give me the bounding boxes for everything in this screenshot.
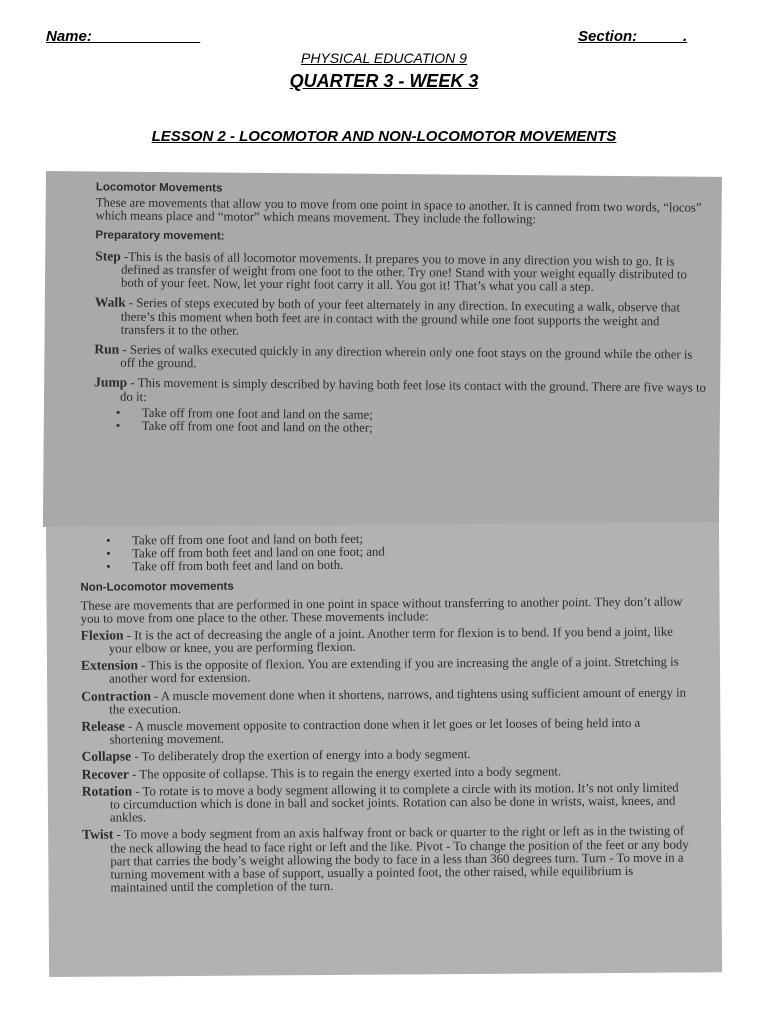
term-label: Contraction: [81, 687, 151, 704]
term-text: - A muscle movement opposite to contraction done when it let goes or let looses of being held into a shortening movement.: [109, 715, 641, 747]
term-label: Release: [81, 718, 125, 734]
walk-text: - Series of steps executed by both of your feet alternately in any direction. In executing a walk, observe that there’s this moment when both feet are in contact with the ground while one foot supports the weight and transfers it to the other.: [120, 296, 680, 338]
jump-term: Jump: [94, 374, 128, 391]
term-text: - The opposite of collapse. This is to regain the energy exerted into a body segment.: [128, 764, 562, 782]
scanned-page-locomotor: [43, 171, 722, 533]
list-item: • Take off from one foot and land on the other;: [142, 420, 706, 438]
list-item: • Take off from one foot and land on the same;: [142, 407, 706, 425]
step-term: Step: [95, 248, 121, 264]
term-label: Flexion: [80, 627, 124, 643]
term-text: - To move a body segment from an axis halfway front or back or quarter to the right or left as in the twisting of the neck allowing the head to face right or left and the like. Pivot - To change the position of the feet or any body part that carries the body’s weight allowing the body to face in a less than 360 degrees turn. Turn - To move in a turning movement with a base of support, usually a pointed foot, the other raised, while equilibrium is maintained until the completion of the turn.: [110, 824, 689, 895]
lesson-title: LESSON 2 - LOCOMOTOR AND NON-LOCOMOTOR MOVEMENTS: [151, 128, 617, 145]
name-field-label: Name:: [46, 28, 201, 45]
scanned-page-non-locomotor: [46, 522, 722, 977]
term-text: - It is the act of decreasing the angle of a joint. Another term for flexion is to bend. If you bend a joint, like your elbow or knee, you are performing flexion.: [108, 624, 673, 656]
term-text: - A muscle movement done when it shortens, narrows, and tightens using sufficient amount of energy in the execution.: [109, 685, 687, 717]
term-label: Collapse: [81, 748, 132, 765]
locomotor-intro: These are movements that allow you to move from one point in space to another. It is canned from two words, “locos” which means place and “motor” which means movement. They include the following:: [95, 195, 702, 227]
jump-text: - This movement is simply described by having both feet lose its contact with the ground. There are five ways to do it:: [119, 376, 707, 404]
term-label: Twist: [82, 826, 114, 843]
subject-title: PHYSICAL EDUCATION 9: [301, 50, 467, 66]
term-label: Extension: [80, 657, 139, 673]
preparatory-heading: Preparatory movement:: [95, 229, 225, 243]
release-definition: [81, 716, 690, 748]
twist-definition: [82, 824, 691, 895]
step-definition: [95, 249, 707, 295]
walk-definition: [95, 296, 707, 342]
term-label: Recover: [81, 766, 129, 782]
run-term: Run: [94, 341, 120, 357]
jump-ways-list-part2: [80, 531, 689, 574]
list-item: • Take off from both feet and land on both.: [132, 557, 689, 574]
run-definition: [94, 342, 706, 375]
jump-ways-list-part1: [94, 406, 706, 437]
term-text: - To deliberately drop the exertion of energy into a body segment.: [131, 747, 471, 764]
flexion-definition: [81, 624, 690, 656]
walk-term: Walk: [94, 294, 126, 311]
jump-definition: [94, 376, 706, 409]
non-locomotor-heading: Non-Locomotor movements: [80, 580, 234, 594]
collapse-definition: [82, 746, 691, 764]
term-text: - To rotate is to move a body segment allowing it to complete a circle with its motion. It’s not only limited to circumduction which is done in ball and socket joints. Rotation can also be done in wrists, waist, knees, and ankles.: [109, 780, 679, 825]
non-locomotor-intro: These are movements that are performed in one point in space without transferring to another point. They don’t allow you to move from one place to the other. These movements include:: [80, 594, 683, 627]
section-field-label: Section: .: [578, 28, 688, 45]
quarter-title: QUARTER 3 - WEEK 3: [289, 71, 479, 91]
step-text: -This is the basis of all locomotor movements. It prepares you to move in any direction you wish to go. It is defined as transfer of weight from one foot to the other. Try one! Stand with your weight equally distributed to both of your feet. Now, let your right foot carry it all. You got it! That’s what you call a step.: [120, 249, 687, 295]
term-text: - This is the opposite of flexion. You are extending if you are increasing the angle of a joint. Stretching is another word for extension.: [109, 654, 679, 686]
contraction-definition: [81, 685, 690, 717]
recover-definition: [82, 763, 691, 781]
run-text: - Series of walks executed quickly in any direction wherein only one foot stays on the ground while the other is off the ground.: [119, 342, 693, 371]
list-item: • Take off from one foot and land on both feet;: [132, 531, 689, 548]
term-label: Rotation: [81, 783, 133, 799]
list-item: • Take off from both feet and land on one foot; and: [132, 544, 689, 561]
extension-definition: [81, 655, 690, 687]
rotation-definition: [82, 780, 691, 825]
locomotor-heading: Locomotor Movements: [95, 181, 223, 195]
